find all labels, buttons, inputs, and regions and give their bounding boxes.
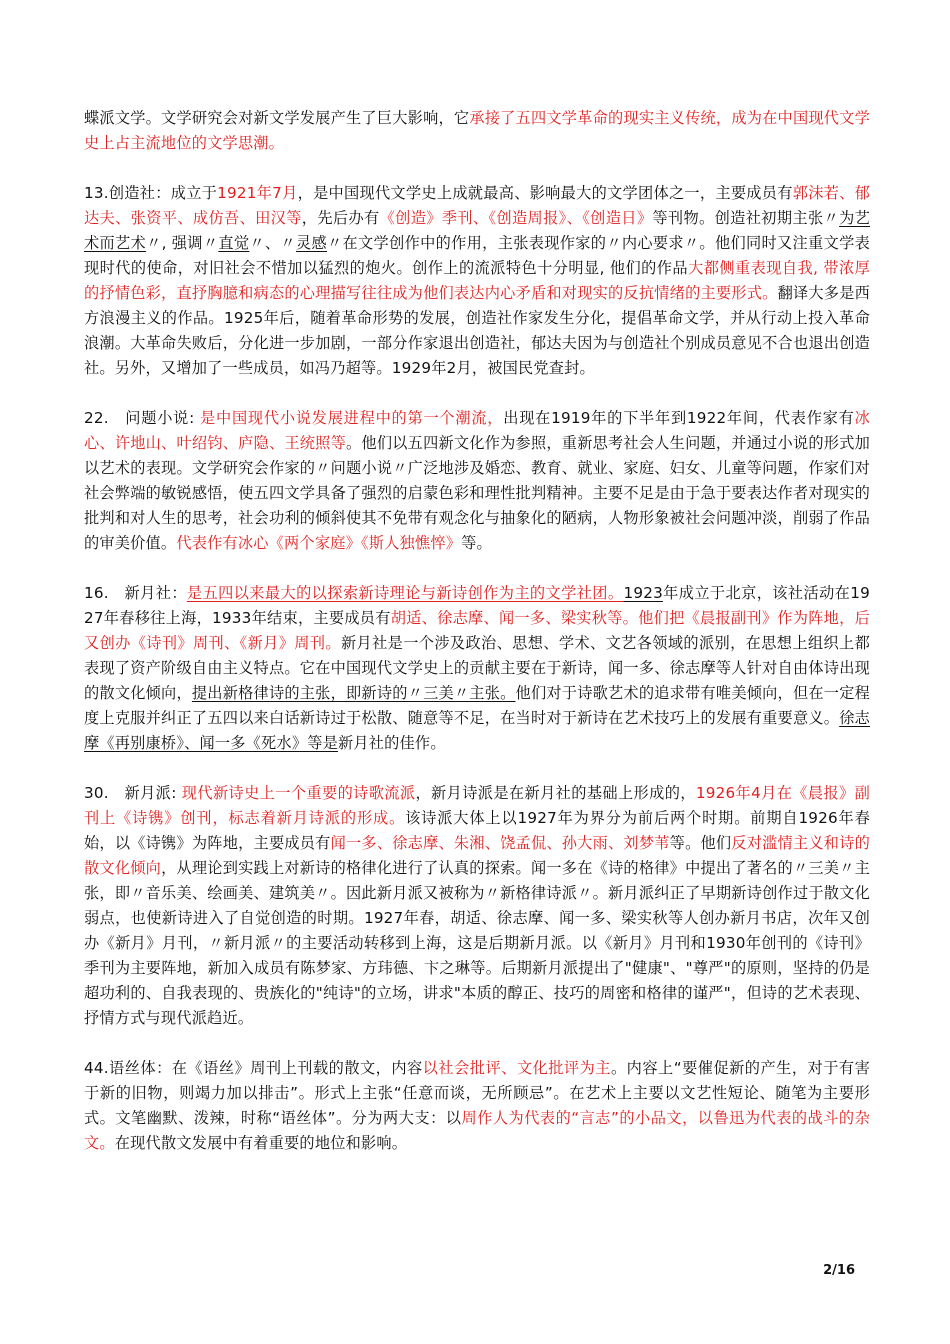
text-segment: 在现代散文发展中有着重要的地位和影响。 [114, 1134, 408, 1152]
underlined-text: 提出新格律诗的主张，即新诗的〃三美〃主张。 [191, 684, 516, 702]
text-segment: 〃、〃 [249, 234, 296, 252]
text-segment: 44.语丝体：在《语丝》周刊上刊载的散文，内容 [84, 1059, 423, 1077]
text-segment: 等刊物。创造社初期主张〃 [652, 209, 840, 227]
highlighted-text: 现代新诗史上一个重要的诗歌流派 [181, 784, 416, 802]
highlighted-text: 大都侧重表现自我, 带浓厚的抒情色彩，直抒胸臆和病态的心理描写往往成为他们表达内心矛盾和对现实的反抗情绪的主要形式。 [84, 259, 870, 302]
paragraph-p16 [84, 581, 870, 756]
highlighted-text: 冰心、许地山、叶绍钧、庐隐、王统照等 [84, 409, 870, 452]
text-segment: ，先后办有 [301, 209, 380, 227]
text-segment: ，是中国现代文学史上成就最高、影响最大的文学团体之一，主要成员有 [297, 184, 793, 202]
underlined-text: 直觉 [218, 234, 250, 252]
highlighted-text: 闻一多、徐志摩、朱湘、饶孟侃、孙大雨、刘梦苇 [330, 834, 670, 852]
text-segment: ，新月诗派是在新月社的基础上形成的， [415, 784, 696, 802]
text-segment: 新月社的佳作。 [338, 734, 446, 752]
highlighted-text: 是中国现代小说发展进程中的第一个潮流， [200, 409, 504, 427]
underlined-text: 灵感 [295, 234, 327, 252]
highlighted-text: 是五四以来最大的以探索新诗理论与新诗创作为主的文学社团。 [186, 584, 624, 602]
text-segment: 22. 问题小说: [84, 409, 201, 427]
highlighted-text: 代表作有冰心《两个家庭》《斯人独憔悴》 [176, 534, 462, 552]
page-number: 2/16 [823, 1263, 855, 1278]
text-segment: 13.创造社：成立于 [84, 184, 218, 202]
text-segment: 。内容上“要催促新的产生，对于有害于新的旧物，则竭力加以排击”。形式上主张“任意而谈，无所顾忌”。在艺术上主要以文艺性短论、随笔为主要形式。文笔幽默、泼辣，时称“语丝体”。分为两大支：以 [84, 1059, 870, 1127]
text-segment: 。他们以五四新文化作为参照，重新思考社会人生问题，并通过小说的形式加以艺术的表现。文学研究会作家的〃问题小说〃广泛地涉及婚恋、教育、就业、家庭、妇女、儿童等问题，作家们对社会弊端的敏锐感悟，使五四文学具备了强烈的启蒙色彩和理性批判精神。主要不足是由于急于要表达作者对现实的批判和对人生的思考，社会功利的倾斜使其不免带有观念化与抽象化的陋病，人物形象被社会问题冲淡，削弱了作品的审美价值。 [84, 434, 870, 552]
text-segment: 出现在1919年的下半年到1922年间，代表作家有 [503, 409, 855, 427]
underlined-text: 1923 [623, 584, 663, 602]
text-segment: 年成立于北京，该社活动在1927年春移往上海，1933年结束，主要成员有 [84, 584, 870, 627]
text-segment: ，从理论到实践上对新诗的格律化进行了认真的探索。闻一多在《诗的格律》中提出了著名的〃三美〃主张，即〃音乐美、绘画美、建筑美〃。因此新月派又被称为〃新格律诗派〃。新月派纠正了早期新诗创作过于散文化弱点，也使新诗进入了自觉创造的时期。1927年春，胡适、徐志摩、闻一多、梁实秋等人创办新月书店，次年又创办《新月》月刊，〃新月派〃的主要活动转移到上海，这是后期新月派。以《新月》月刊和1930年创刊的《诗刊》季刊为主要阵地，新加入成员有陈梦家、方玮德、卞之琳等。后期新月派提出了"健康"、"尊严"的原则，坚持的仍是超功利的、自我表现的、贵族化的"纯诗"的立场，讲求"本质的醇正、技巧的周密和格律的谨严"，但诗的艺术表现、抒情方式与现代派趋近。 [84, 859, 870, 1027]
text-segment: 该诗派大体上以1927年为界分为前后两个时期。前期自1926年春始，以《诗镌》为阵地，主要成员有 [84, 809, 871, 852]
text-segment: 蝶派文学。文学研究会对新文学发展产生了巨大影响，它 [84, 109, 470, 127]
text-segment: 新月社是一个涉及政治、思想、学术、文艺各领域的派别，在思想上组织上都表现了资产阶级自由主义特点。它在中国现代文学史上的贡献主要在于新诗，闻一多、徐志摩等人针对自由体诗出现的散文化倾向， [84, 634, 870, 702]
highlighted-text: 1926年4月在《晨报》副刊上《诗镌》创刊，标志着新月诗派的形成。 [84, 784, 871, 827]
paragraph-p22 [84, 406, 870, 556]
paragraph-p30 [84, 781, 870, 1031]
highlighted-text: 胡适、徐志摩、闻一多、梁实秋等。他们把《晨报副刊》作为阵地，后又创办《诗刊》周刊、《新月》周刊。 [84, 609, 870, 652]
text-segment: 30. 新月派: [84, 784, 182, 802]
highlighted-text: 1921年7月 [217, 184, 298, 202]
document-body [84, 106, 870, 1156]
text-segment: 〃在文学创作中的作用，主张表现作家的〃内心要求〃。他们同时又注重文学表现时代的使命，对旧社会不惜加以猛烈的炮火。创作上的流派特色十分明显, 他们的作品 [84, 234, 871, 277]
text-segment: 他们对于诗歌艺术的追求带有唯美倾向，但在一定程度上克服并纠正了五四以来白话新诗过于松散、随意等不足，在当时对于新诗在艺术技巧上的发展有重要意义。 [84, 684, 870, 727]
highlighted-text: 以社会批评、文化批评为主 [422, 1059, 611, 1077]
highlighted-text: 承接了五四文学革命的现实主义传统，成为在中国现代文学史上占主流地位的文学思潮。 [84, 109, 871, 152]
text-segment: 等。他们 [669, 834, 732, 852]
text-segment: 等。 [461, 534, 492, 552]
paragraph-p13 [84, 181, 870, 381]
text-segment: 翻译大多是西方浪漫主义的作品。1925年后，随着革命形势的发展，创造社作家发生分化，提倡革命文学，并从行动上投入革命浪潮。大革命失败后，分化进一步加剧，一部分作家退出创造社，郁达夫因为与创造社个别成员意见不合也退出创造社。另外，又增加了一些成员，如冯乃超等。1929年2月，被国民党查封。 [84, 284, 871, 377]
highlighted-text: 《创造》季刊、《创造周报》、《创造日》 [379, 209, 653, 227]
underlined-text: 为艺术而艺术 [84, 209, 871, 252]
paragraph-p44 [84, 1056, 870, 1156]
highlighted-text: 反对滥情主义和诗的散文化倾向 [84, 834, 870, 877]
underlined-text: 徐志摩《再别康桥》、闻一多《死水》等是 [84, 709, 870, 752]
highlighted-text: 周作人为代表的“言志”的小品文，以鲁迅为代表的战斗的杂文。 [84, 1109, 870, 1152]
text-segment: 〃, 强调〃 [146, 234, 219, 252]
highlighted-text: 郭沫若、郁达夫、张资平、成仿吾、田汉等 [84, 184, 871, 227]
text-segment: 16. 新月社： [84, 584, 187, 602]
paragraph-p0 [84, 106, 870, 156]
